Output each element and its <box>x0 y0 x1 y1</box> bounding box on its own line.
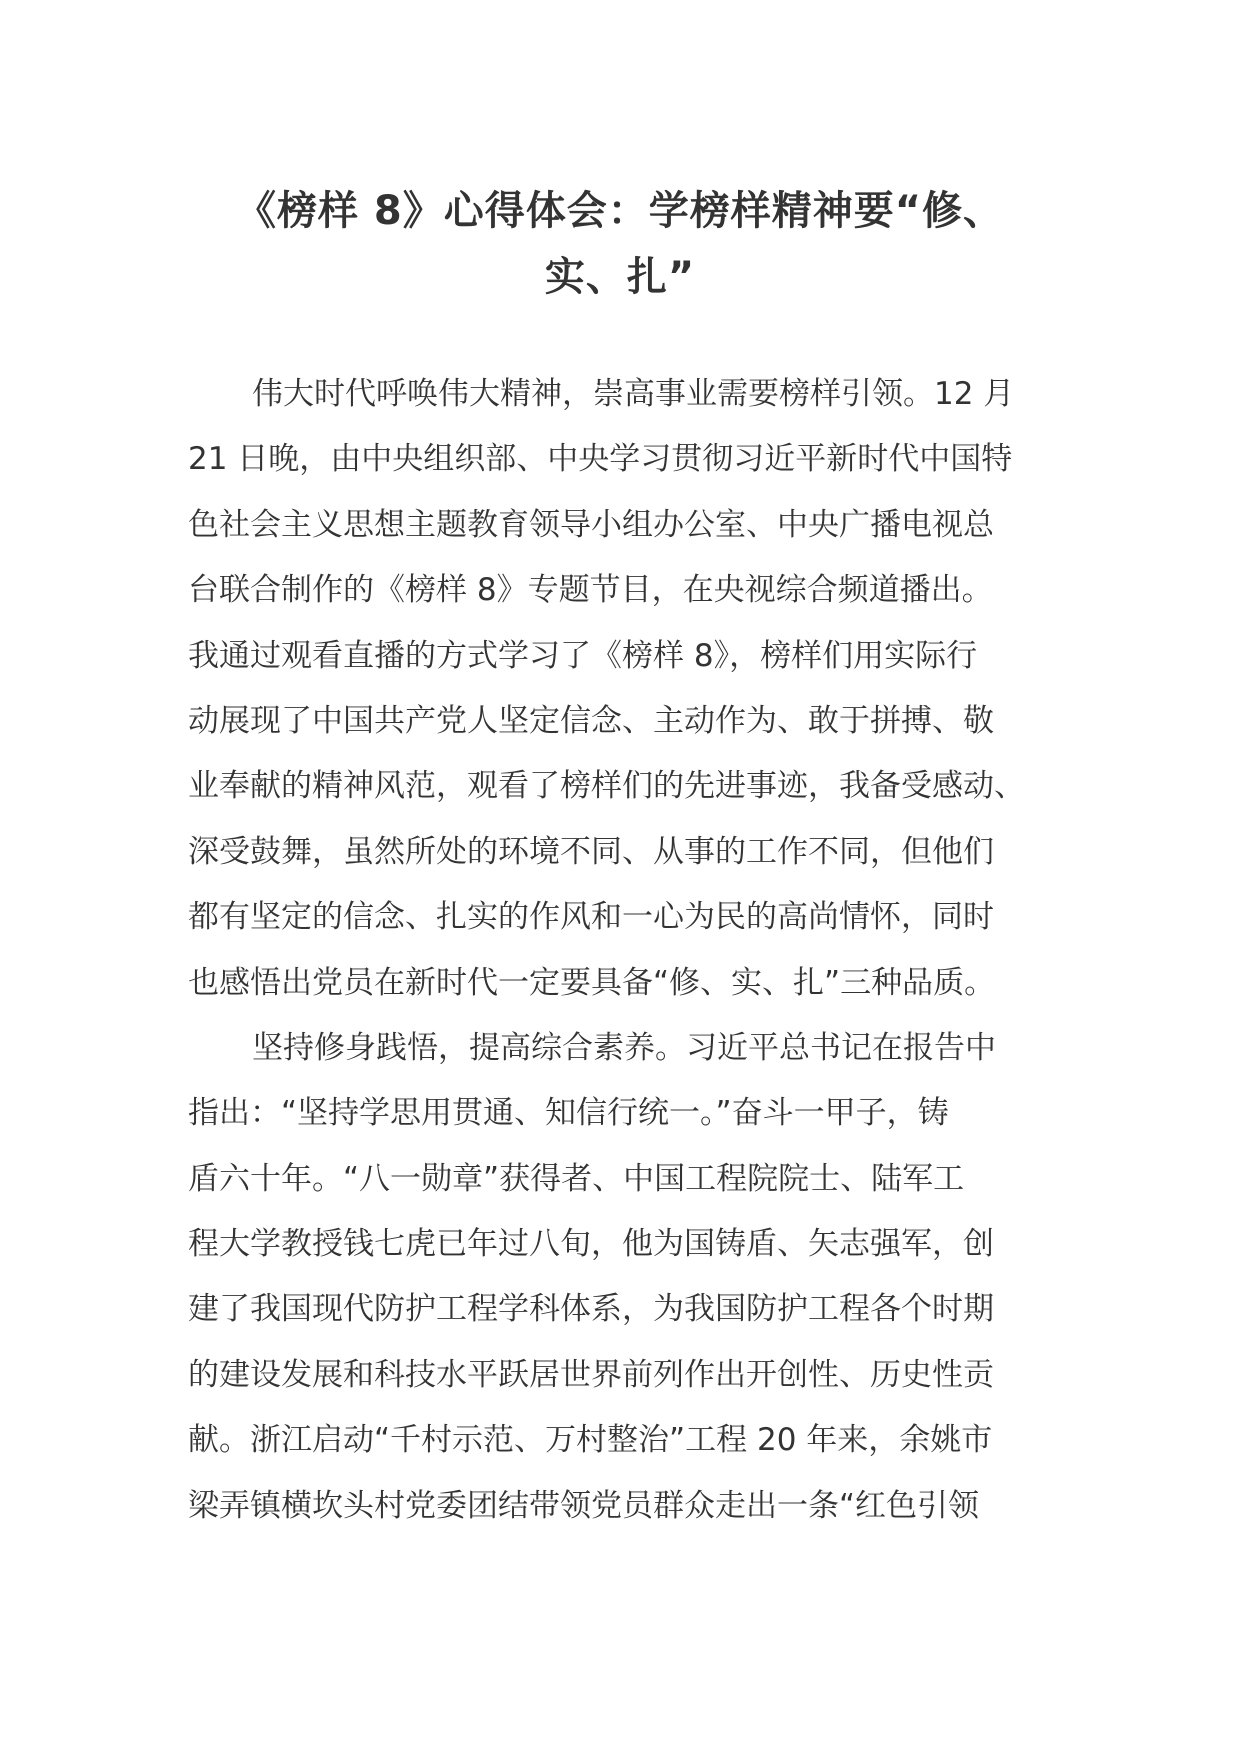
paragraph-line: 业奉献的精神风范，观看了榜样们的先进事迹，我备受感动、 <box>188 768 1025 805</box>
paragraph-line: 台联合制作的《榜样 8》专题节目，在央视综合频道播出。 <box>188 572 993 609</box>
paragraph-line: 坚持修身践悟，提高综合素养。习近平总书记在报告中 <box>252 1029 996 1066</box>
paragraph-2 <box>188 1016 1052 1539</box>
paragraph-line: 建了我国现代防护工程学科体系，为我国防护工程各个时期 <box>188 1291 994 1328</box>
paragraph-1 <box>188 362 1052 1016</box>
paragraph-line: 都有坚定的信念、扎实的作风和一心为民的高尚情怀，同时 <box>188 899 994 936</box>
title-line-2: 实、扎” <box>544 254 696 300</box>
title-line-1: 《榜样 8》心得体会：学榜样精神要“修、 <box>235 188 1005 234</box>
paragraph-line: 动展现了中国共产党人坚定信念、主动作为、敢于拼搏、敬 <box>188 702 994 739</box>
document-body <box>188 362 1052 1539</box>
paragraph-line: 梁弄镇横坎头村党委团结带领党员群众走出一条“红色引领 <box>188 1487 980 1524</box>
paragraph-line: 伟大时代呼唤伟大精神，崇高事业需要榜样引领。12 月 <box>252 376 1015 412</box>
document-title <box>150 178 1090 310</box>
paragraph-line: 盾六十年。“八一勋章”获得者、中国工程院院士、陆军工 <box>188 1160 965 1197</box>
paragraph-line: 程大学教授钱七虎已年过八旬，他为国铸盾、矢志强军，创 <box>188 1226 994 1263</box>
paragraph-line: 也感悟出党员在新时代一定要具备“修、实、扎”三种品质。 <box>188 964 996 1001</box>
paragraph-line: 深受鼓舞，虽然所处的环境不同、从事的工作不同，但他们 <box>188 833 994 870</box>
paragraph-line: 我通过观看直播的方式学习了《榜样 8》，榜样们用实际行 <box>188 637 978 674</box>
paragraph-line: 的建设发展和科技水平跃居世界前列作出开创性、历史性贡 <box>188 1356 994 1393</box>
paragraph-line: 21 日晚，由中央组织部、中央学习贯彻习近平新时代中国特 <box>188 441 1013 478</box>
paragraph-line: 指出：“坚持学思用贯通、知信行统一。”奋斗一甲子，铸 <box>188 1095 949 1132</box>
paragraph-line: 色社会主义思想主题教育领导小组办公室、中央广播电视总 <box>188 506 994 543</box>
paragraph-line: 献。浙江启动“千村示范、万村整治”工程 20 年来，余姚市 <box>188 1422 993 1459</box>
